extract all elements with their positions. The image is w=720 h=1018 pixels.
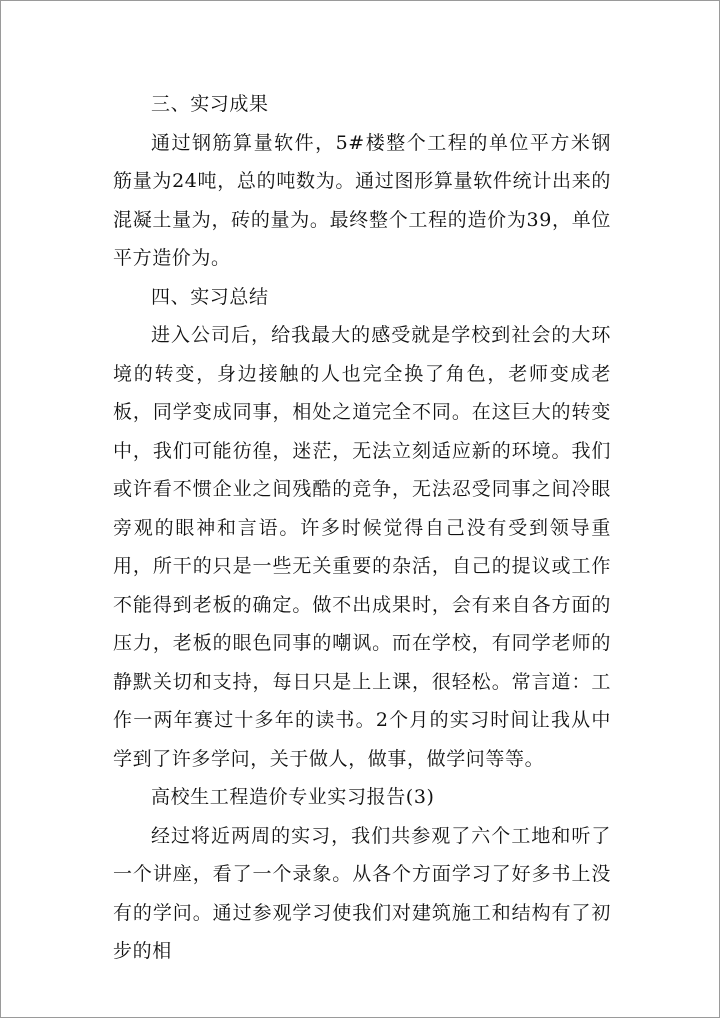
paragraph-report3-intro: 经过将近两周的实习，我们共参观了六个工地和听了一个讲座，看了一个录象。从各个方面学习了好多书上没有的学问。通过参观学习使我们对建筑施工和结构有了初步的相 [113, 824, 611, 962]
section-heading-summary: 四、实习总结 [151, 285, 269, 308]
section-heading-results: 三、实习成果 [151, 93, 269, 115]
paragraph-summary: 进入公司后，给我最大的感受就是学校到社会的大环境的转变，身边接触的人也完全换了角色，老师变成老板，同学变成同事，相处之道完全不同。在这巨大的转变中，我们可能彷徨，迷茫，无法立刻适应新的环境。我们或许看不惯企业之间残酷的竞争，无法忍受同事之间冷眼旁观的眼神和言语。许多时候觉得自己没有受到领导重用，所干的只是一些无关重要的杂活，自己的提议或工作不能得到老板的确定。做不出成果时，会有来自各方面的压力，老板的眼色同事的嘲讽。而在学校，有同学老师的静默关切和支持，每日只是上上课，很轻松。常言道：工作一两年赛过十多年的读书。2个月的实习时间让我从中学到了许多学问，关于做人，做事，做学问等等。 [113, 324, 611, 770]
document-content [113, 85, 611, 971]
report-title: 高校生工程造价专业实习报告(3) [151, 786, 435, 808]
paragraph-results: 通过钢筋算量软件，5#楼整个工程的单位平方米钢筋量为24吨，总的吨数为。通过图形算量软件统计出来的混凝土量为，砖的量为。最终整个工程的造价为39，单位平方造价为。 [113, 131, 611, 269]
